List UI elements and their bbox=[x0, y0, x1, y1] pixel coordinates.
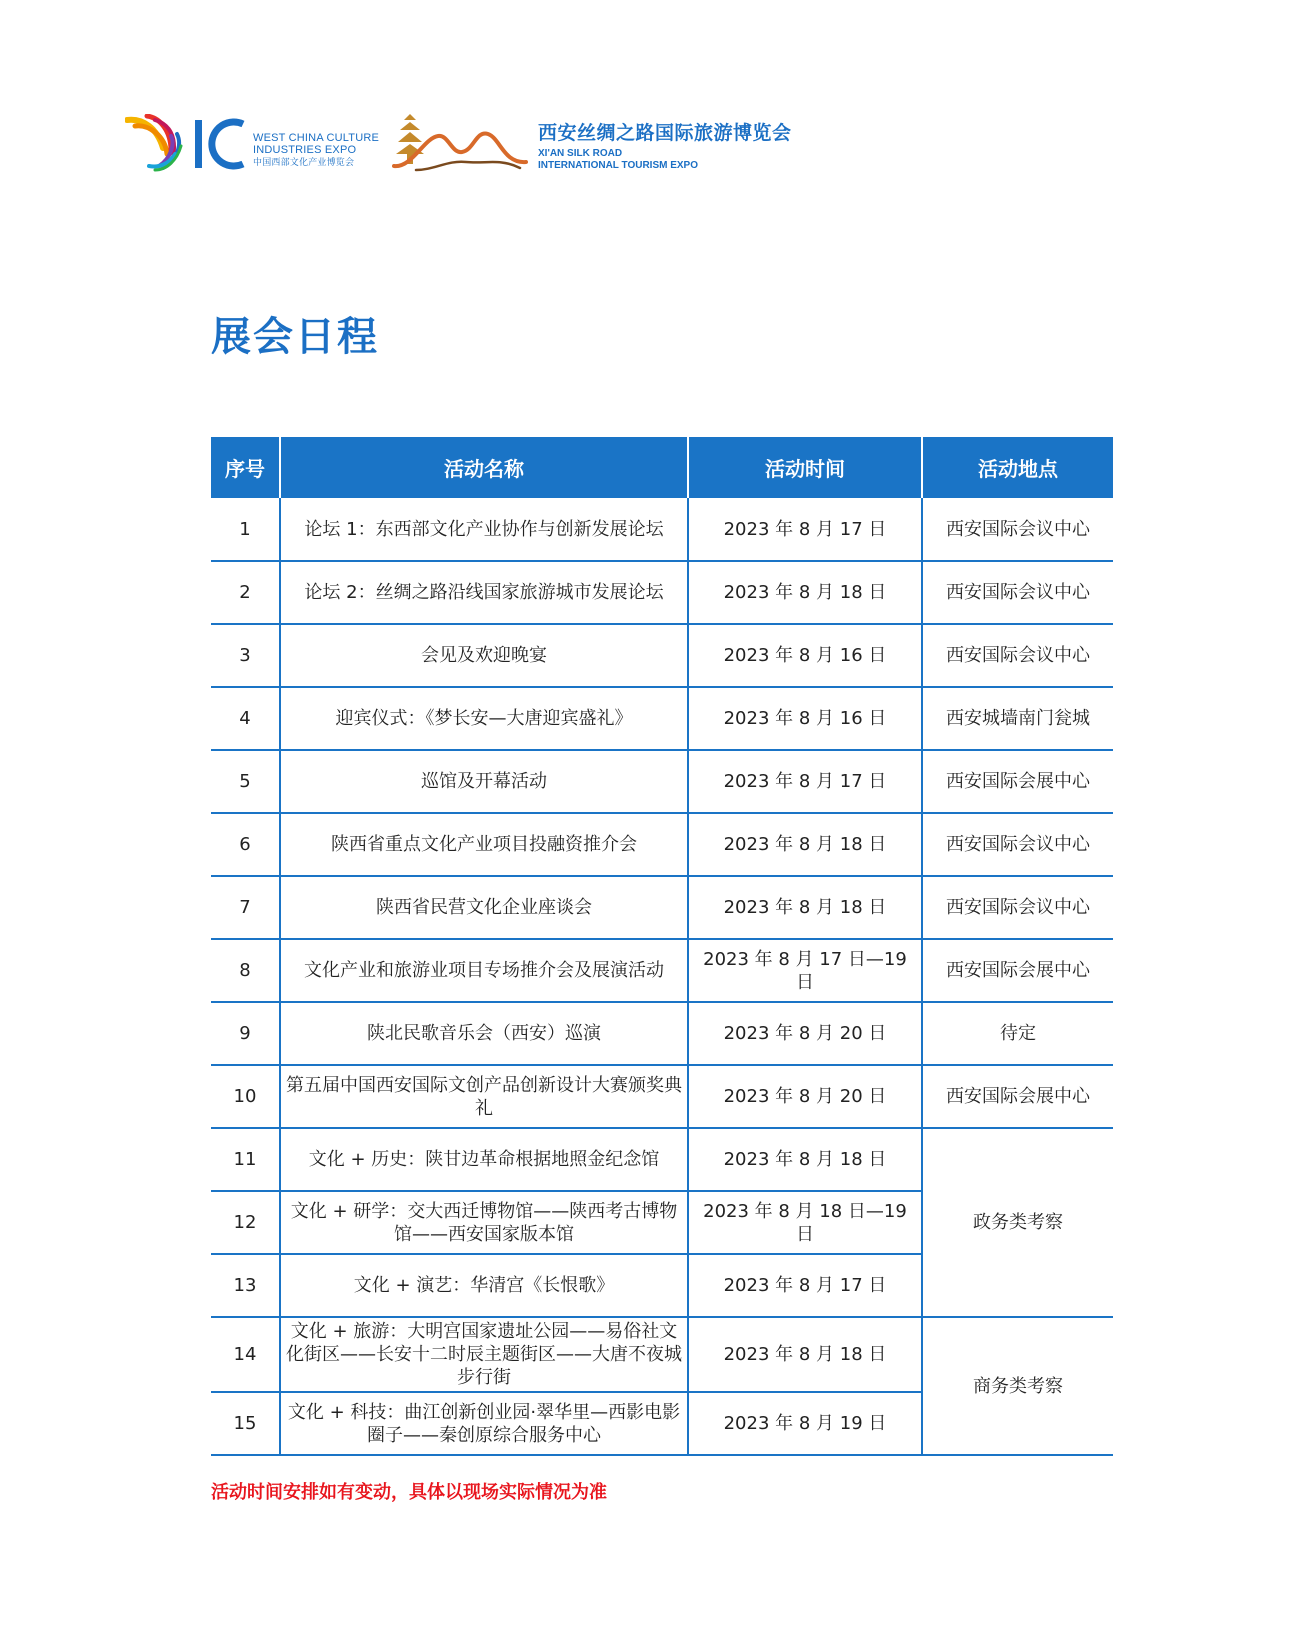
table-row bbox=[211, 498, 1113, 561]
cell-time: 2023 年 8 月 18 日—19 日 bbox=[688, 1191, 922, 1254]
cell-name: 陕西省民营文化企业座谈会 bbox=[280, 876, 688, 939]
header-time: 活动时间 bbox=[688, 437, 922, 498]
expo-title-en-line-2: INTERNATIONAL TOURISM EXPO bbox=[538, 160, 699, 171]
cell-location: 待定 bbox=[922, 1002, 1113, 1065]
cell-no: 13 bbox=[211, 1254, 280, 1317]
page-title: 展会日程 bbox=[211, 314, 379, 360]
cell-location: 西安国际会展中心 bbox=[922, 1065, 1113, 1128]
cell-location: 西安国际会议中心 bbox=[922, 561, 1113, 624]
expo-title-en-line-1: XI'AN SILK ROAD bbox=[538, 148, 623, 159]
cell-location: 西安国际会议中心 bbox=[922, 876, 1113, 939]
schedule-table bbox=[211, 437, 1113, 1456]
cell-time: 2023 年 8 月 18 日 bbox=[688, 813, 922, 876]
cell-location: 西安国际会议中心 bbox=[922, 498, 1113, 561]
cell-location: 西安国际会议中心 bbox=[922, 624, 1113, 687]
schedule-change-note: 活动时间安排如有变动，具体以现场实际情况为准 bbox=[211, 1482, 607, 1503]
expo-title-en bbox=[538, 148, 698, 172]
table-row bbox=[211, 939, 1113, 1002]
cell-no: 11 bbox=[211, 1128, 280, 1191]
pagoda-mountain-icon bbox=[390, 112, 530, 172]
cell-no: 6 bbox=[211, 813, 280, 876]
wccie-line-1: WEST CHINA CULTURE bbox=[253, 132, 380, 144]
silk-road-expo-logo bbox=[390, 108, 850, 178]
wccie-text bbox=[253, 132, 379, 168]
header-no: 序号 bbox=[211, 437, 280, 498]
cell-no: 9 bbox=[211, 1002, 280, 1065]
cell-time: 2023 年 8 月 16 日 bbox=[688, 624, 922, 687]
cell-no: 7 bbox=[211, 876, 280, 939]
table-row bbox=[211, 561, 1113, 624]
header-name: 活动名称 bbox=[280, 437, 688, 498]
cell-name: 文化 + 演艺：华清宫《长恨歌》 bbox=[280, 1254, 688, 1317]
cell-name: 文化 + 研学：交大西迁博物馆——陕西考古博物馆——西安国家版本馆 bbox=[280, 1191, 688, 1254]
wccie-line-2: INDUSTRIES EXPO bbox=[253, 144, 357, 156]
cell-name: 会见及欢迎晚宴 bbox=[280, 624, 688, 687]
cell-name: 迎宾仪式：《梦长安—大唐迎宾盛礼》 bbox=[280, 687, 688, 750]
cell-time: 2023 年 8 月 19 日 bbox=[688, 1392, 922, 1455]
cell-time: 2023 年 8 月 20 日 bbox=[688, 1065, 922, 1128]
table-row bbox=[211, 1317, 1113, 1392]
cell-time: 2023 年 8 月 20 日 bbox=[688, 1002, 922, 1065]
cell-location-gov-inspection: 政务类考察 bbox=[922, 1128, 1113, 1317]
cell-time: 2023 年 8 月 17 日 bbox=[688, 498, 922, 561]
table-row bbox=[211, 1065, 1113, 1128]
table-row bbox=[211, 687, 1113, 750]
table-row bbox=[211, 876, 1113, 939]
header-logos bbox=[125, 108, 845, 178]
cell-no: 3 bbox=[211, 624, 280, 687]
cell-location: 西安国际会展中心 bbox=[922, 750, 1113, 813]
cell-no: 4 bbox=[211, 687, 280, 750]
cell-name: 巡馆及开幕活动 bbox=[280, 750, 688, 813]
table-header-row bbox=[211, 437, 1113, 498]
cell-name: 论坛 2：丝绸之路沿线国家旅游城市发展论坛 bbox=[280, 561, 688, 624]
table-row bbox=[211, 1128, 1113, 1191]
cell-no: 2 bbox=[211, 561, 280, 624]
cell-time: 2023 年 8 月 18 日 bbox=[688, 1128, 922, 1191]
cell-name: 文化 + 旅游：大明宫国家遗址公园——易俗社文化街区——长安十二时辰主题街区——大唐不夜城步行街 bbox=[280, 1317, 688, 1392]
cell-time: 2023 年 8 月 17 日—19 日 bbox=[688, 939, 922, 1002]
cell-time: 2023 年 8 月 18 日 bbox=[688, 1317, 922, 1392]
cell-name: 论坛 1：东西部文化产业协作与创新发展论坛 bbox=[280, 498, 688, 561]
header-location: 活动地点 bbox=[922, 437, 1113, 498]
cell-location: 西安城墙南门瓮城 bbox=[922, 687, 1113, 750]
cell-time: 2023 年 8 月 17 日 bbox=[688, 1254, 922, 1317]
cell-no: 12 bbox=[211, 1191, 280, 1254]
cell-time: 2023 年 8 月 17 日 bbox=[688, 750, 922, 813]
cell-name: 文化 + 科技：曲江创新创业园·翠华里—西影电影圈子——秦创原综合服务中心 bbox=[280, 1392, 688, 1455]
table-row bbox=[211, 624, 1113, 687]
wccie-line-3: 中国西部文化产业博览会 bbox=[253, 157, 355, 167]
cell-no: 5 bbox=[211, 750, 280, 813]
cell-name: 文化产业和旅游业项目专场推介会及展演活动 bbox=[280, 939, 688, 1002]
cell-no: 10 bbox=[211, 1065, 280, 1128]
cell-no: 8 bbox=[211, 939, 280, 1002]
cell-time: 2023 年 8 月 16 日 bbox=[688, 687, 922, 750]
cell-time: 2023 年 8 月 18 日 bbox=[688, 561, 922, 624]
cell-location-biz-inspection: 商务类考察 bbox=[922, 1317, 1113, 1455]
cell-name: 文化 + 历史：陕甘边革命根据地照金纪念馆 bbox=[280, 1128, 688, 1191]
cell-location: 西安国际会议中心 bbox=[922, 813, 1113, 876]
cell-name: 陕西省重点文化产业项目投融资推介会 bbox=[280, 813, 688, 876]
wccie-logo bbox=[125, 108, 380, 178]
cell-name: 第五届中国西安国际文创产品创新设计大赛颁奖典礼 bbox=[280, 1065, 688, 1128]
table-row bbox=[211, 750, 1113, 813]
cell-name: 陕北民歌音乐会（西安）巡演 bbox=[280, 1002, 688, 1065]
table-row bbox=[211, 1002, 1113, 1065]
cell-location: 西安国际会展中心 bbox=[922, 939, 1113, 1002]
wccie-emblem-icon bbox=[125, 114, 255, 172]
cell-no: 15 bbox=[211, 1392, 280, 1455]
cell-time: 2023 年 8 月 18 日 bbox=[688, 876, 922, 939]
table-row bbox=[211, 813, 1113, 876]
cell-no: 14 bbox=[211, 1317, 280, 1392]
cell-no: 1 bbox=[211, 498, 280, 561]
expo-title-cn: 西安丝绸之路国际旅游博览会 bbox=[538, 122, 792, 144]
